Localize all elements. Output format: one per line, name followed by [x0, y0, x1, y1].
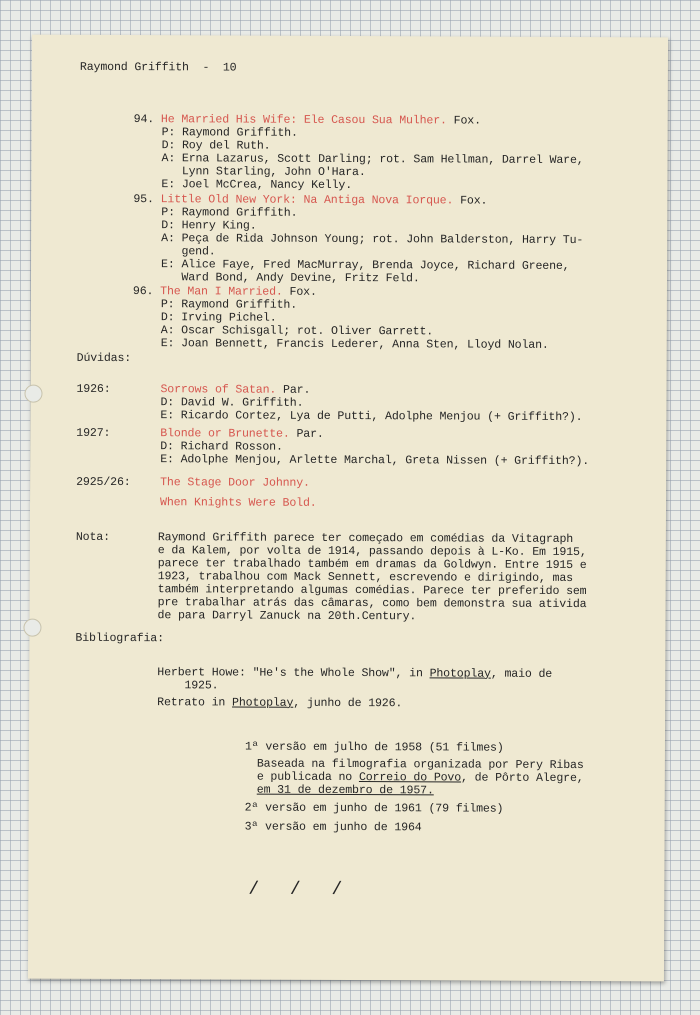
film-number: 95.	[133, 193, 154, 207]
publication-name: Photoplay	[232, 696, 294, 710]
version-line: 1ª versão em julho de 1958 (51 filmes)	[244, 740, 504, 755]
version-note: Baseada na filmografia organizada por Pery Ribas	[256, 757, 584, 773]
credit-line: E: Joel McCrea, Nancy Kelly.	[161, 178, 353, 193]
section-label-nota: Nota:	[75, 530, 110, 544]
version-text: , de Pôrto Alegre,	[461, 771, 584, 786]
credit-line: P: Raymond Griffith.	[160, 298, 298, 312]
credit-line: D: Henry King.	[161, 219, 257, 233]
doubt-year: 1926:	[76, 382, 111, 396]
publication-name: Correio do Povo	[358, 771, 462, 785]
punch-hole	[23, 619, 41, 637]
credit-line: D: Richard Rosson.	[160, 440, 283, 454]
end-mark: / / /	[248, 879, 353, 901]
biblio-text: , junho de 1926.	[293, 696, 403, 711]
version-text: e publicada no	[256, 770, 359, 785]
film-entry-96	[133, 285, 317, 299]
punch-hole	[24, 385, 42, 403]
credit-line: E: Ricardo Cortez, Lya de Putti, Adolphe Menjou (+ Griffith?).	[160, 409, 583, 425]
film-number: 94.	[133, 113, 155, 127]
film-title: Blonde or Brunette.	[160, 427, 290, 441]
note-line: pre trabalhar atrás das câmaras, como bem demonstra sua ativida	[157, 596, 587, 612]
version-line: 3ª versão em junho de 1964	[244, 820, 422, 835]
film-studio: Fox.	[282, 285, 317, 299]
publication-name: Photoplay	[429, 667, 491, 681]
credit-line: A: Erna Lazarus, Scott Darling; rot. Sam Hellman, Darrel Ware,	[161, 152, 584, 168]
credit-line: Ward Bond, Andy Devine, Fritz Feld.	[160, 271, 420, 286]
note-line: e da Kalem, por volta de 1914, passando depois à L-Ko. Em 1915,	[157, 544, 587, 560]
credit-line: E: Adolphe Menjou, Arlette Marchal, Greta Nissen (+ Griffith?).	[160, 453, 590, 469]
film-studio: Fox.	[453, 194, 488, 208]
film-number: 96.	[132, 285, 154, 299]
biblio-text: Retrato in	[157, 696, 233, 710]
doubt-year: 2925/26:	[76, 475, 131, 490]
credit-line: D: Roy del Ruth.	[161, 139, 271, 153]
biblio-entry	[157, 696, 402, 710]
credit-line: D: Irving Pichel.	[160, 311, 277, 325]
film-studio: Par.	[289, 427, 324, 441]
film-title: Little Old New York: Na Antiga Nova Iorque.	[160, 193, 454, 208]
credit-line: A: Peça de Rida Johnson Young; rot. John Balderston, Harry Tu-	[161, 232, 584, 248]
typed-page	[28, 35, 668, 982]
biblio-text: Herbert Howe: "He's the Whole Show", in	[157, 666, 430, 681]
note-line: também interpretando algumas comédias. Parece ter preferido sem	[157, 583, 587, 599]
credit-line: A: Oscar Schisgall; rot. Oliver Garrett.	[160, 324, 434, 339]
note-line: parece ter trabalhado também em dramas da Goldwyn. Entre 1915 e	[157, 557, 587, 573]
credit-line: P: Raymond Griffith.	[161, 206, 298, 220]
film-title: Sorrows of Satan.	[160, 383, 277, 397]
biblio-text: , maio de	[490, 667, 553, 681]
version-note: em 31 de dezembro de 1957.	[256, 783, 434, 798]
section-label-bibliografia: Bibliografia:	[75, 631, 164, 646]
film-title: The Man I Married.	[160, 285, 283, 299]
page-header: Raymond Griffith - 10	[79, 60, 237, 75]
note-line: Raymond Griffith parece ter começado em comédias da Vitagraph	[157, 531, 574, 546]
doubt-year: 1927:	[76, 426, 111, 440]
film-title: He Married His Wife: Ele Casou Sua Mulher.	[160, 113, 447, 128]
doubt-entry	[160, 383, 310, 397]
film-title: The Stage Door Johnny.	[160, 476, 310, 490]
credit-line: D: David W. Griffith.	[160, 396, 304, 410]
credit-line: Lynn Starling, John O'Hara.	[161, 165, 366, 180]
film-studio: Par.	[276, 383, 311, 397]
note-line: 1923, trabalhou com Mack Sennett, escrevendo e dirigindo, mas	[157, 570, 573, 585]
note-line: de para Darryl Zanuck na 20th.Century.	[157, 609, 417, 624]
film-title: When Knights Were Bold.	[159, 496, 317, 510]
film-studio: Fox.	[446, 114, 481, 128]
doubt-entry	[160, 427, 323, 441]
credit-line: gend.	[161, 245, 216, 259]
credit-line: E: Joan Bennett, Francis Lederer, Anna Sten, Lloyd Nolan.	[160, 337, 549, 352]
version-line: 2ª versão em junho de 1961 (79 filmes)	[244, 801, 504, 816]
credit-line: E: Alice Faye, Fred MacMurray, Brenda Joyce, Richard Greene,	[161, 258, 570, 273]
biblio-text: 1925.	[157, 679, 219, 693]
credit-line: P: Raymond Griffith.	[161, 126, 298, 140]
section-label-duvidas: Dúvidas:	[76, 351, 132, 366]
